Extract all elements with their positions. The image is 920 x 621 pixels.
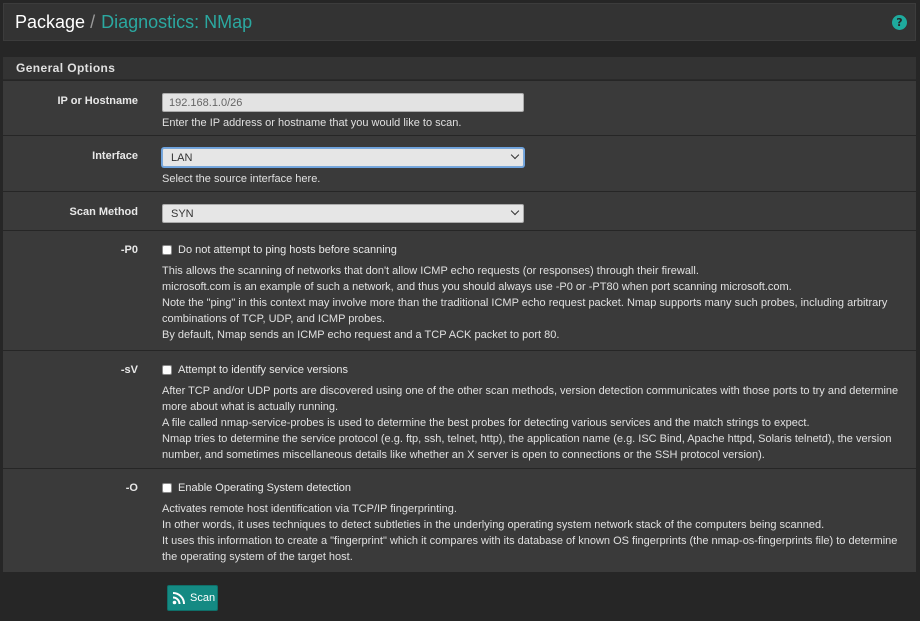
general-options-panel bbox=[3, 57, 916, 572]
rss-icon bbox=[172, 591, 186, 605]
os-checkbox-group[interactable] bbox=[162, 482, 351, 494]
p0-desc-line: microsoft.com is an example of such a network, and thus you should always use -P0 or -PT80 when port scanning microsoft.com. bbox=[162, 281, 792, 293]
sv-label: -sV bbox=[120, 364, 138, 376]
interface-row bbox=[3, 135, 916, 191]
p0-checkbox-label[interactable]: Do not attempt to ping hosts before scanning bbox=[178, 244, 397, 256]
interface-select[interactable] bbox=[162, 148, 524, 167]
os-label: -O bbox=[125, 482, 138, 494]
sv-checkbox[interactable] bbox=[162, 365, 172, 375]
p0-description bbox=[162, 263, 907, 343]
os-checkbox[interactable] bbox=[162, 483, 172, 493]
question-circle-icon[interactable]: ? bbox=[892, 15, 907, 30]
page-header bbox=[3, 3, 916, 41]
p0-checkbox-group[interactable] bbox=[162, 244, 397, 256]
os-description bbox=[162, 501, 907, 565]
host-row bbox=[3, 80, 916, 135]
interface-selected-value: LAN bbox=[171, 152, 193, 164]
os-desc-line: In other words, it uses techniques to detect subtleties in the underlying operating system network stack of the computers being scanned. bbox=[162, 519, 825, 531]
sv-checkbox-label[interactable]: Attempt to identify service versions bbox=[178, 364, 348, 376]
scan-method-label: Scan Method bbox=[69, 206, 138, 218]
scan-method-select[interactable] bbox=[162, 204, 524, 223]
host-help: Enter the IP address or hostname that you would like to scan. bbox=[162, 117, 462, 129]
breadcrumb-current-page[interactable]: Diagnostics: NMap bbox=[101, 12, 253, 32]
scan-method-selected-value: SYN bbox=[171, 208, 194, 220]
interface-help: Select the source interface here. bbox=[162, 173, 321, 185]
sv-description bbox=[162, 383, 907, 463]
p0-row bbox=[3, 230, 916, 350]
host-label: IP or Hostname bbox=[57, 95, 138, 107]
p0-checkbox[interactable] bbox=[162, 245, 172, 255]
p0-label: -P0 bbox=[120, 244, 138, 256]
interface-label: Interface bbox=[92, 150, 138, 162]
p0-desc-line: By default, Nmap sends an ICMP echo request and a TCP ACK packet to port 80. bbox=[162, 329, 560, 341]
scan-method-row bbox=[3, 191, 916, 230]
os-checkbox-label[interactable]: Enable Operating System detection bbox=[178, 482, 352, 494]
sv-desc-line: Nmap tries to determine the service protocol (e.g. ftp, ssh, telnet, http), the application name (e.g. ISC Bind, Apache httpd, Solaris telnetd), the version number, and sometimes miscellaneous details like whether an X server is open to connections or the SSH protocol version). bbox=[162, 433, 892, 461]
panel-title: General Options bbox=[3, 57, 916, 80]
p0-desc-line: This allows the scanning of networks that don't allow ICMP echo requests (or responses) through their firewall. bbox=[162, 265, 699, 277]
scan-button[interactable] bbox=[167, 585, 218, 611]
chevron-down-icon bbox=[511, 207, 519, 215]
os-row bbox=[3, 468, 916, 572]
breadcrumb bbox=[15, 13, 252, 31]
os-desc-line: Activates remote host identification via TCP/IP fingerprinting. bbox=[162, 503, 457, 515]
breadcrumb-package-link[interactable]: Package bbox=[15, 12, 86, 32]
os-desc-line: It uses this information to create a "fingerprint" which it compares with its database of known OS fingerprints (the nmap-os-fingerprints file) to determine the operating system of the target host. bbox=[162, 535, 898, 563]
chevron-down-icon bbox=[511, 151, 519, 159]
sv-row bbox=[3, 350, 916, 468]
scan-button-label: Scan bbox=[190, 592, 216, 604]
sv-desc-line: After TCP and/or UDP ports are discovered using one of the other scan methods, version detection communicates with those ports to try and determine more about what is actually running. bbox=[162, 385, 899, 413]
sv-checkbox-group[interactable] bbox=[162, 364, 348, 376]
host-input[interactable]: 192.168.1.0/26 bbox=[162, 93, 524, 112]
p0-desc-line: Note the "ping" in this context may involve more than the traditional ICMP echo request packet. Nmap supports many such probes, including arbitrary combinations of TCP, UDP, and ICMP probes. bbox=[162, 297, 888, 325]
breadcrumb-separator: / bbox=[90, 12, 96, 32]
sv-desc-line: A file called nmap-service-probes is used to determine the best probes for detecting various services and the match strings to expect. bbox=[162, 417, 810, 429]
